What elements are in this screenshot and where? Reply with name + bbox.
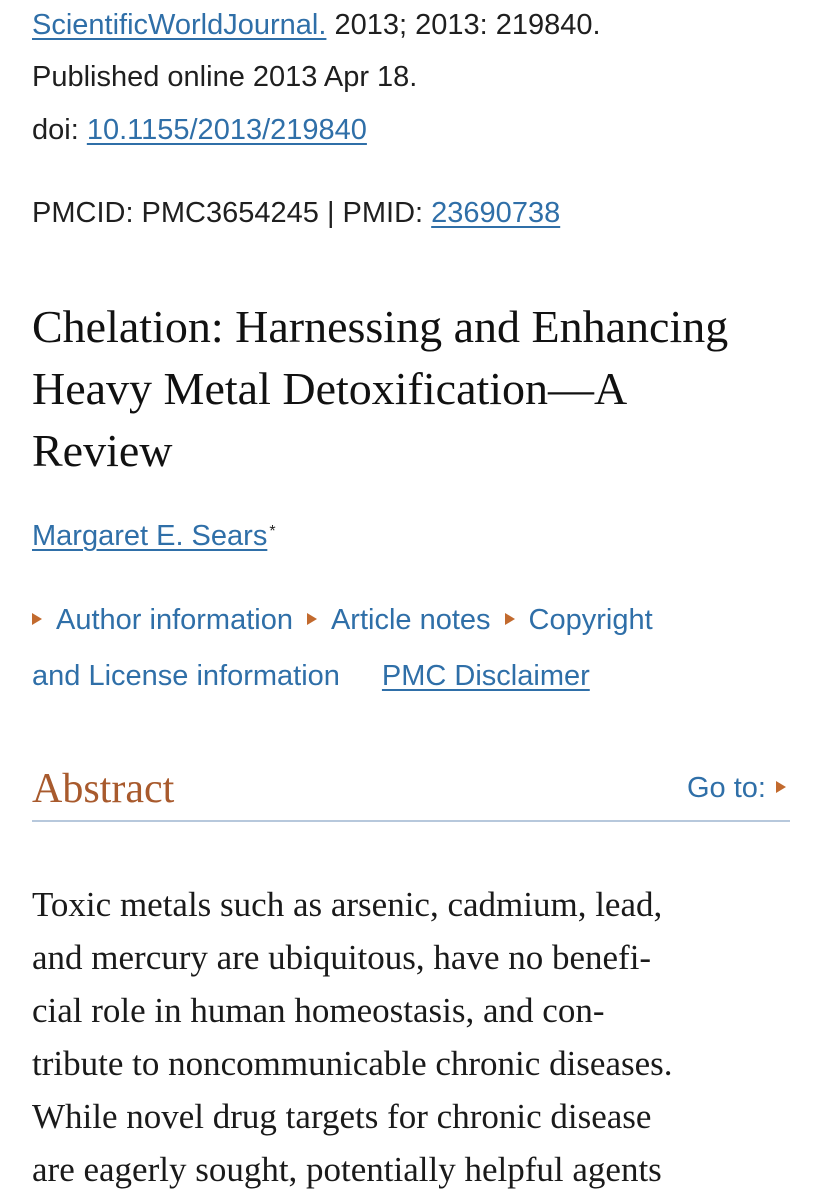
doi-link[interactable]: 10.1155/2013/219840 (86, 114, 367, 146)
abstract-line: and mercury are ubiquitous, have no benefi- (32, 938, 652, 977)
abstract-line: While novel drug targets for chronic disease (32, 1097, 652, 1136)
title-line: Chelation: Harnessing and Enhancing (32, 301, 729, 352)
goto-menu[interactable] (687, 768, 790, 808)
abstract-line: are eagerly sought, potentially helpful agents (32, 1150, 662, 1189)
author-line (32, 518, 276, 554)
pmcid-label: PMCID: PMC3654245 | PMID: (32, 197, 432, 229)
article-title (32, 296, 790, 482)
author-link[interactable]: Margaret E. Sears (32, 520, 268, 552)
pmid-link[interactable]: 23690738 (431, 197, 561, 229)
published-date: Published online 2013 Apr 18. (32, 61, 418, 93)
journal-link[interactable]: ScientificWorldJournal. (32, 9, 327, 41)
abstract-line: cial role in human homeostasis, and con- (32, 991, 605, 1030)
author-information-link[interactable]: Author information (56, 604, 293, 636)
abstract-line: Toxic metals such as arsenic, cadmium, lead, (32, 885, 663, 924)
citation-journal-line (32, 8, 601, 42)
article-notes-link[interactable]: Article notes (330, 604, 491, 636)
info-links-row (32, 602, 653, 638)
triangle-right-icon (32, 613, 42, 625)
corresponding-author-mark: * (269, 523, 276, 540)
triangle-right-icon (505, 613, 515, 625)
abstract-heading: Abstract (32, 766, 175, 812)
copyright-link-continued[interactable]: and License information (32, 660, 340, 692)
title-line: Heavy Metal Detoxification—A (32, 363, 628, 414)
doi-line (32, 113, 367, 147)
pmcid-line (32, 196, 560, 230)
abstract-text (32, 878, 790, 1196)
pmc-disclaimer-link[interactable]: PMC Disclaimer (381, 660, 590, 692)
doi-label: doi: (32, 114, 87, 146)
abstract-line: tribute to noncommunicable chronic diseases. (32, 1044, 673, 1083)
copyright-link[interactable]: Copyright (528, 604, 653, 636)
journal-issue-text: 2013; 2013: 219840. (326, 9, 601, 41)
goto-label: Go to: (687, 772, 766, 804)
triangle-right-icon (776, 781, 786, 793)
title-line: Review (32, 425, 173, 476)
triangle-right-icon (307, 613, 317, 625)
abstract-header (32, 762, 790, 822)
info-links-row-2 (32, 658, 590, 694)
